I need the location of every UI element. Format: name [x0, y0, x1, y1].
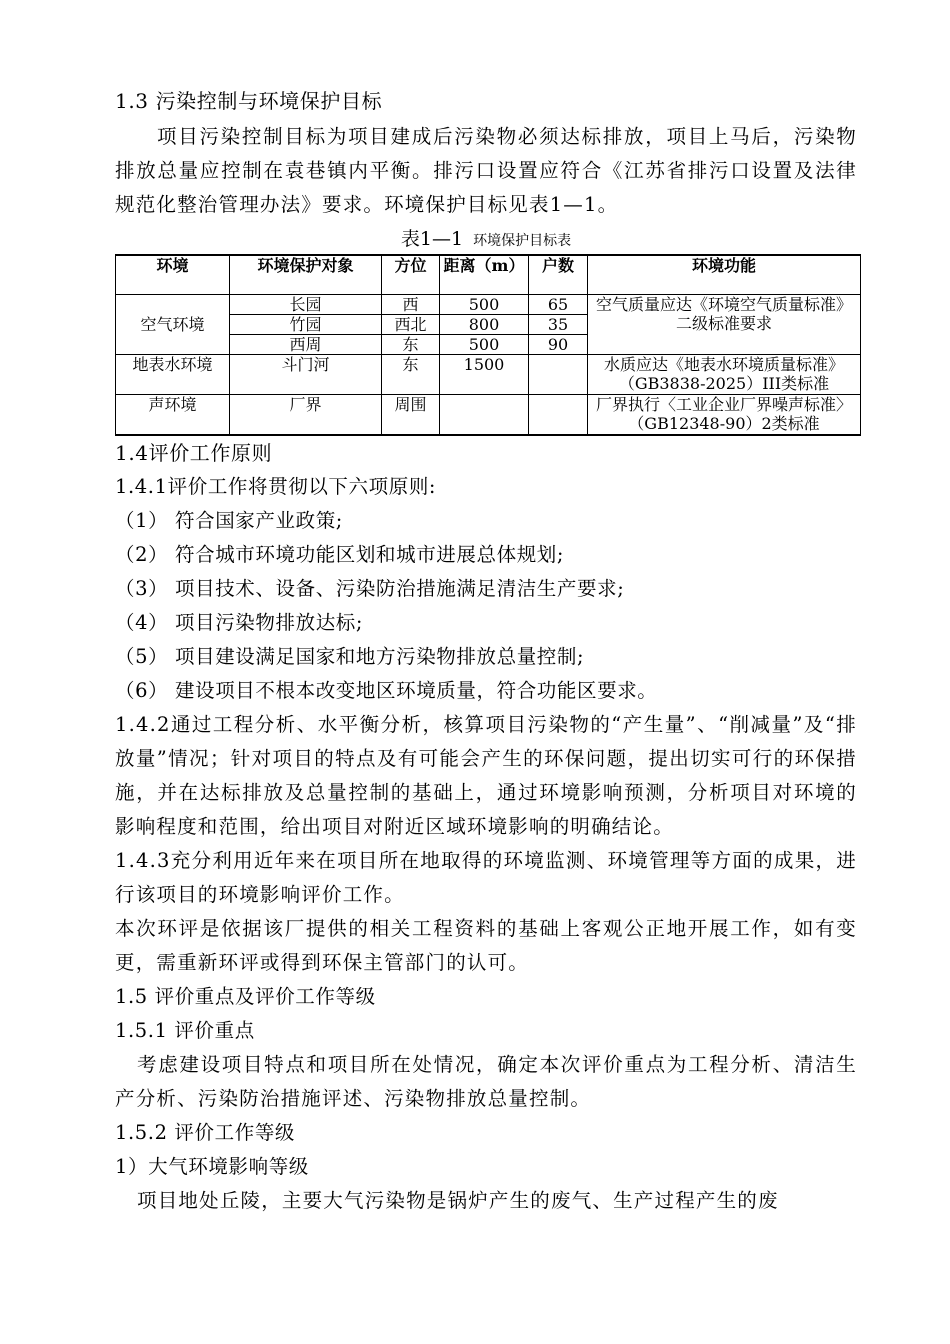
- section-1-4-heading: 1.4评价工作原则: [115, 440, 273, 465]
- cell-distance: 1500: [440, 355, 529, 395]
- section-1-3-heading: 1.3 污染控制与环境保护目标: [115, 89, 383, 113]
- cell-distance: 800: [440, 315, 529, 335]
- cell-distance: 500: [440, 295, 529, 315]
- cell-env: 地表水环境: [116, 355, 230, 395]
- principle-item: （5） 项目建设满足国家和地方污染物排放总量控制;: [115, 644, 585, 668]
- item-1-heading: 1）大气环境影响等级: [115, 1154, 309, 1178]
- cell-households: [529, 395, 588, 435]
- section-1-5-1-text: 考虑建设项目特点和项目所在处情况，确定本次评价重点为工程分析、清洁生产分析、污染防治措施评述、污染物排放总量控制。: [115, 1052, 857, 1110]
- principle-item: （1） 符合国家产业政策;: [115, 508, 343, 532]
- header-distance: 距离（m）: [440, 255, 529, 295]
- header-env: 环境: [116, 255, 230, 295]
- header-function: 环境功能: [588, 255, 861, 295]
- header-households: 户数: [529, 255, 588, 295]
- table-row: [116, 395, 861, 435]
- table-caption: [115, 224, 857, 254]
- cell-direction: 西: [382, 295, 440, 315]
- section-1-4-note: 本次环评是依据该厂提供的相关工程资料的基础上客观公正地开展工作，如有变更，需重新环评或得到环保主管部门的认可。: [115, 916, 857, 974]
- table-caption-sub: 环境保护目标表: [473, 233, 572, 249]
- principle-item: （2） 符合城市环境功能区划和城市进展总体规划;: [115, 542, 565, 566]
- table-row: [116, 295, 861, 315]
- cell-object: 厂界: [230, 395, 382, 435]
- cell-env: 声环境: [116, 395, 230, 435]
- section-1-4-2: 1.4.2通过工程分析、水平衡分析，核算项目污染物的“产生量”、“削减量”及“排放量”情况；针对项目的特点及有可能会产生的环保问题，提出切实可行的环保措施，并在达标排放及总量控制的基础上，通过环境影响预测，分析项目对环境的影响程度和范围，给出项目对附近区域环境影响的明确结论。: [115, 712, 857, 838]
- cell-object: 斗门河: [230, 355, 382, 395]
- environment-protection-table: [115, 254, 861, 436]
- item-1-text: 项目地处丘陵，主要大气污染物是锅炉产生的废气、生产过程产生的废: [137, 1188, 779, 1212]
- table-row: [116, 355, 861, 395]
- cell-direction: 东: [382, 335, 440, 355]
- section-1-4-3: 1.4.3充分利用近年来在项目所在地取得的环境监测、环境管理等方面的成果，进行该项目的环境影响评价工作。: [115, 848, 857, 906]
- cell-object: 竹园: [230, 315, 382, 335]
- cell-distance: [440, 395, 529, 435]
- principle-item: （6） 建设项目不根本改变地区环境质量，符合功能区要求。: [115, 678, 658, 702]
- cell-direction: 西北: [382, 315, 440, 335]
- section-1-5-1-heading: 1.5.1 评价重点: [115, 1018, 255, 1042]
- cell-function: 水质应达《地表水环境质量标准》（GB3838-2025）III类标准: [588, 355, 861, 395]
- cell-households: 90: [529, 335, 588, 355]
- principle-item: （3） 项目技术、设备、污染防治措施满足清洁生产要求;: [115, 576, 625, 600]
- section-1-3-paragraph: 项目污染控制目标为项目建成后污染物必须达标排放，项目上马后，污染物排放总量应控制在袁巷镇内平衡。排污口设置应符合《江苏省排污口设置及法律规范化整治管理办法》要求。环境保护目标见表1—1。: [115, 125, 857, 216]
- cell-function: 厂界执行〈工业企业厂界噪声标准〉（GB12348-90）2类标准: [588, 395, 861, 435]
- cell-object: 长园: [230, 295, 382, 315]
- table-caption-main: 表1—1: [400, 228, 464, 250]
- cell-object: 西周: [230, 335, 382, 355]
- principle-item: （4） 项目污染物排放达标;: [115, 610, 364, 634]
- cell-direction: 周围: [382, 395, 440, 435]
- cell-households: 35: [529, 315, 588, 335]
- cell-env: 空气环境: [116, 295, 230, 355]
- header-direction: 方位: [382, 255, 440, 295]
- cell-households: [529, 355, 588, 395]
- document-page: [115, 84, 857, 1218]
- table-header-row: [116, 255, 861, 295]
- header-object: 环境保护对象: [230, 255, 382, 295]
- section-1-5-heading: 1.5 评价重点及评价工作等级: [115, 984, 376, 1008]
- cell-function: 空气质量应达《环境空气质量标准》二级标准要求: [588, 295, 861, 355]
- section-1-5-2-heading: 1.5.2 评价工作等级: [115, 1120, 296, 1144]
- section-1-4-1: 1.4.1评价工作将贯彻以下六项原则:: [115, 474, 437, 498]
- cell-direction: 东: [382, 355, 440, 395]
- cell-households: 65: [529, 295, 588, 315]
- cell-distance: 500: [440, 335, 529, 355]
